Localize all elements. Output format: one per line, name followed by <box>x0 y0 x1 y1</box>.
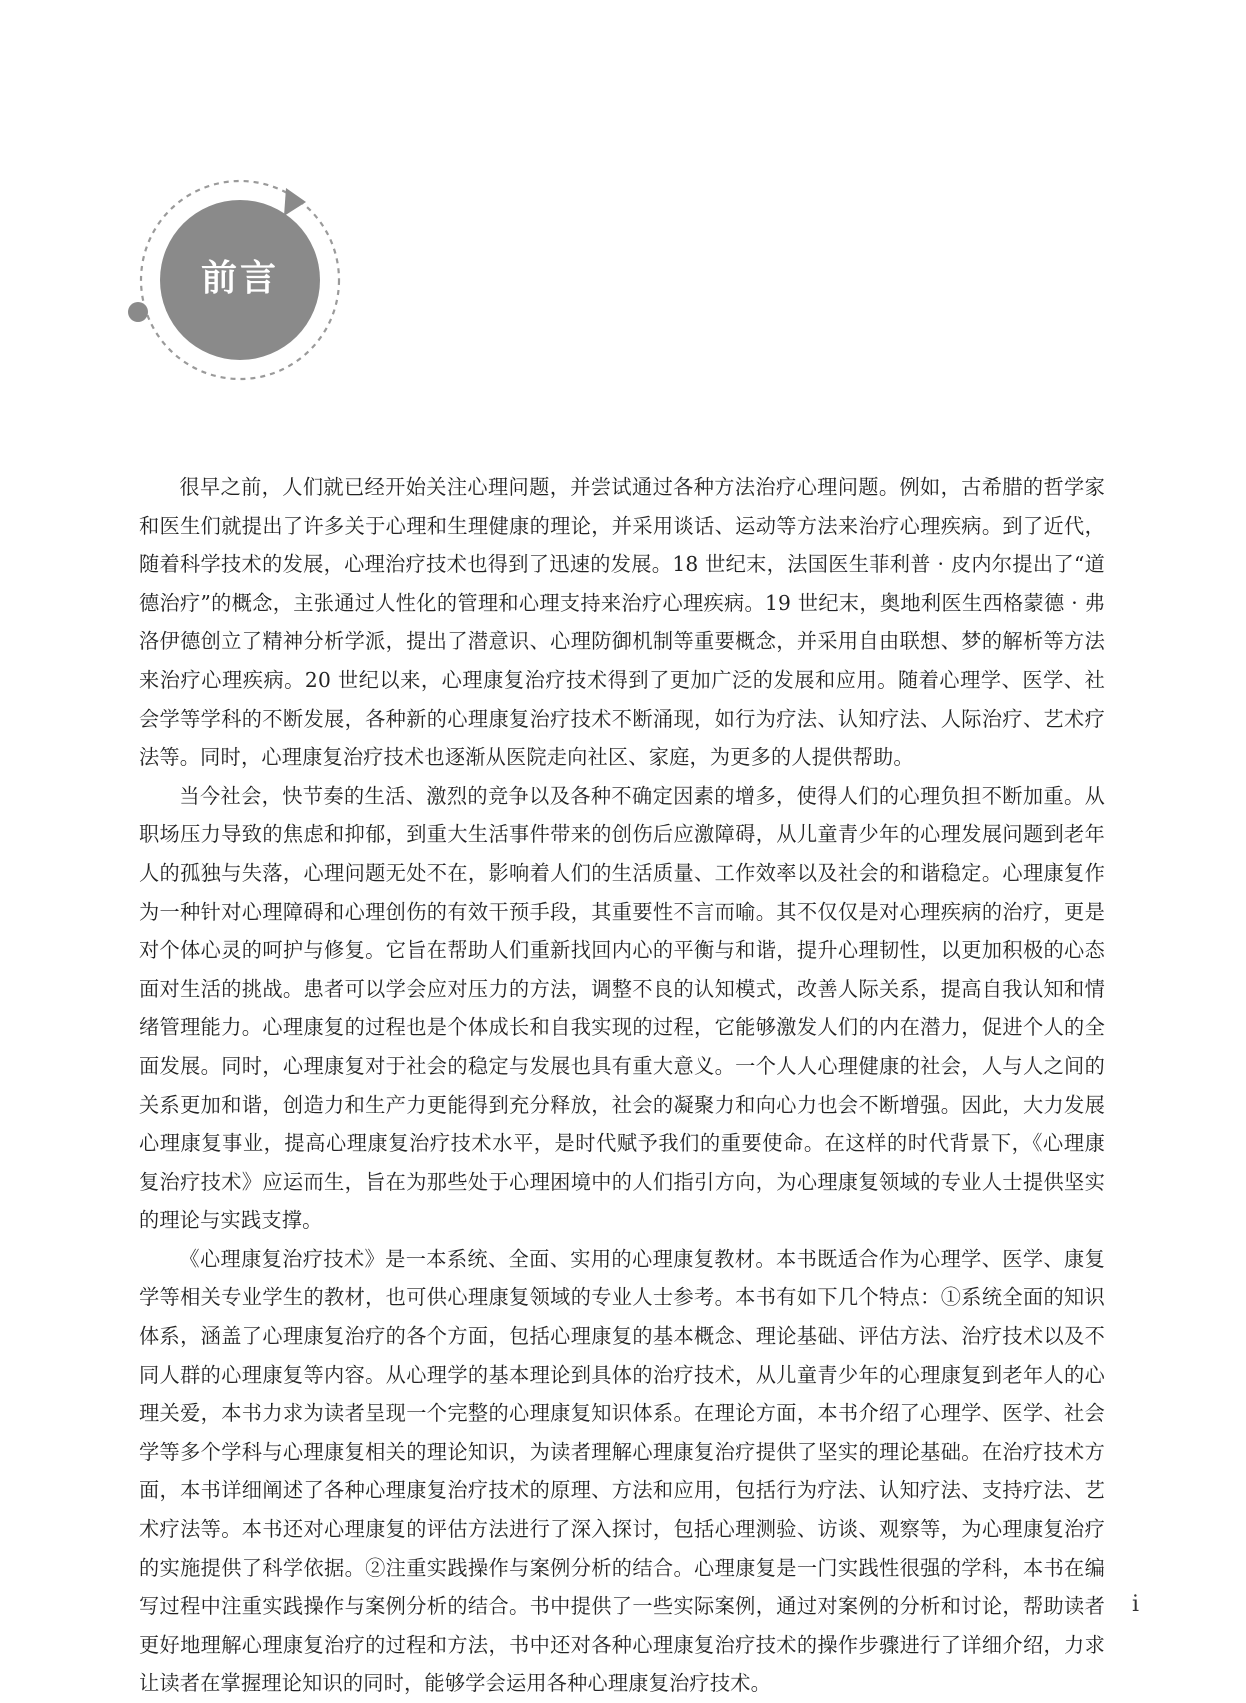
paragraph: 《心理康复治疗技术》是一本系统、全面、实用的心理康复教材。本书既适合作为心理学、医学、康复学等相关专业学生的教材，也可供心理康复领域的专业人士参考。本书有如下几个特点：①系统全面的知识体系，涵盖了心理康复治疗的各个方面，包括心理康复的基本概念、理论基础、评估方法、治疗技术以及不同人群的心理康复等内容。从心理学的基本理论到具体的治疗技术，从儿童青少年的心理康复到老年人的心理关爱，本书力求为读者呈现一个完整的心理康复知识体系。在理论方面，本书介绍了心理学、医学、社会学等多个学科与心理康复相关的理论知识，为读者理解心理康复治疗提供了坚实的理论基础。在治疗技术方面，本书详细阐述了各种心理康复治疗技术的原理、方法和应用，包括行为疗法、认知疗法、支持疗法、艺术疗法等。本书还对心理康复的评估方法进行了深入探讨，包括心理测验、访谈、观察等，为心理康复治疗的实施提供了科学依据。②注重实践操作与案例分析的结合。心理康复是一门实践性很强的学科，本书在编写过程中注重实践操作与案例分析的结合。书中提供了一些实际案例，通过对案例的分析和讨论，帮助读者更好地理解心理康复治疗的过程和方法，书中还对各种心理康复治疗技术的操作步骤进行了详细介绍，力求让读者在掌握理论知识的同时，能够学会运用各种心理康复治疗技术。 <box>139 1246 1105 1696</box>
body-text <box>139 468 1105 1703</box>
arrow-head-icon <box>284 188 306 216</box>
dot-icon <box>128 302 148 322</box>
paragraph: 当今社会，快节奏的生活、激烈的竞争以及各种不确定因素的增多，使得人们的心理负担不断加重。从职场压力导致的焦虑和抑郁，到重大生活事件带来的创伤后应激障碍，从儿童青少年的心理发展问题到老年人的孤独与失落，心理问题无处不在，影响着人们的生活质量、工作效率以及社会的和谐稳定。心理康复作为一种针对心理障碍和心理创伤的有效干预手段，其重要性不言而喻。其不仅仅是对心理疾病的治疗，更是对个体心灵的呵护与修复。它旨在帮助人们重新找回内心的平衡与和谐，提升心理韧性，以更加积极的心态面对生活的挑战。患者可以学会应对压力的方法，调整不良的认知模式，改善人际关系，提高自我认知和情绪管理能力。心理康复的过程也是个体成长和自我实现的过程，它能够激发人们的内在潜力，促进个人的全面发展。同时，心理康复对于社会的稳定与发展也具有重大意义。一个人人心理健康的社会，人与人之间的关系更加和谐，创造力和生产力更能得到充分释放，社会的凝聚力和向心力也会不断增强。因此，大力发展心理康复事业，提高心理康复治疗技术水平，是时代赋予我们的重要使命。在这样的时代背景下，《心理康复治疗技术》应运而生，旨在为那些处于心理困境中的人们指引方向，为心理康复领域的专业人士提供坚实的理论与实践支撑。 <box>139 783 1105 1233</box>
page-number: i <box>1132 1592 1140 1617</box>
page-title: 前言 <box>200 258 279 299</box>
paragraph: 很早之前，人们就已经开始关注心理问题，并尝试通过各种方法治疗心理问题。例如，古希腊的哲学家和医生们就提出了许多关于心理和生理健康的理论，并采用谈话、运动等方法来治疗心理疾病。到了近代，随着科学技术的发展，心理治疗技术也得到了迅速的发展。18 世纪末，法国医生菲利普 · 皮内尔提出了“道德治疗”的概念，主张通过人性化的管理和心理支持来治疗心理疾病。19 世纪末，奥地利医生西格蒙德 · 弗洛伊德创立了精神分析学派，提出了潜意识、心理防御机制等重要概念，并采用自由联想、梦的解析等方法来治疗心理疾病。20 世纪以来，心理康复治疗技术得到了更加广泛的发展和应用。随着心理学、医学、社会学等学科的不断发展，各种新的心理康复治疗技术不断涌现，如行为疗法、认知疗法、人际治疗、艺术疗法等。同时，心理康复治疗技术也逐渐从医院走向社区、家庭，为更多的人提供帮助。 <box>139 475 1105 770</box>
section-header-badge <box>120 160 360 400</box>
